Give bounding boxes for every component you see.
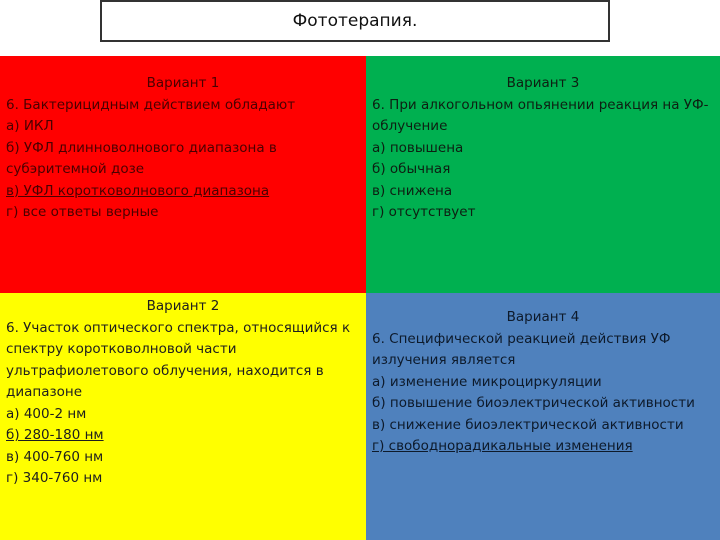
variant-3-panel [366, 56, 720, 293]
variant-4-option-b: б) повышение биоэлектрической активности [372, 395, 695, 411]
variant-1-option-b: б) УФЛ длинноволнового диапазона в субэритемной дозе [6, 139, 282, 177]
variant-2-option-d: г) 340-760 нм [6, 470, 103, 486]
variant-2-option-c: в) 400-760 нм [6, 448, 104, 465]
variant-2-question: 6. Участок оптического спектра, относящийся к спектру коротковолновой части ультрафиолетового облучения, находится в диапазоне [6, 319, 355, 400]
page-title: Фототерапия. [100, 0, 610, 42]
variant-4-option-a: а) изменение микроциркуляции [372, 373, 602, 390]
variant-3-option-c: в) снижена [372, 182, 453, 199]
variant-4-question: 6. Специфической реакцией действия УФ излучения является [372, 330, 675, 368]
variant-3-option-d: г) отсутствует [372, 204, 476, 220]
variant-1-question: 6. Бактерицидным действием обладают [6, 96, 296, 113]
variant-3-question: 6. При алкогольном опьянении реакция на УФ-облучение [372, 96, 709, 134]
variant-2-option-b: б) 280-180 нм [6, 427, 104, 443]
variant-3-option-a: а) повышена [372, 139, 464, 156]
variant-1-option-a: а) ИКЛ [6, 118, 54, 134]
variant-4-panel [366, 293, 720, 540]
variant-1-option-d: г) все ответы верные [6, 204, 159, 220]
variant-3-heading: Вариант 3 [506, 75, 580, 91]
variant-2-heading: Вариант 2 [146, 298, 220, 314]
variant-1-heading: Вариант 1 [146, 75, 220, 91]
variant-4-option-c: в) снижение биоэлектрической активности [372, 416, 684, 433]
variant-2-panel [0, 293, 366, 540]
variant-4-heading: Вариант 4 [506, 309, 580, 325]
variant-1-option-c: в) УФЛ коротковолнового диапазона [6, 182, 270, 199]
variant-4-option-d: г) свободнорадикальные изменения [372, 438, 633, 454]
variant-3-option-b: б) обычная [372, 161, 451, 177]
variant-1-panel [0, 56, 366, 293]
variant-2-option-a: а) 400-2 нм [6, 405, 87, 422]
